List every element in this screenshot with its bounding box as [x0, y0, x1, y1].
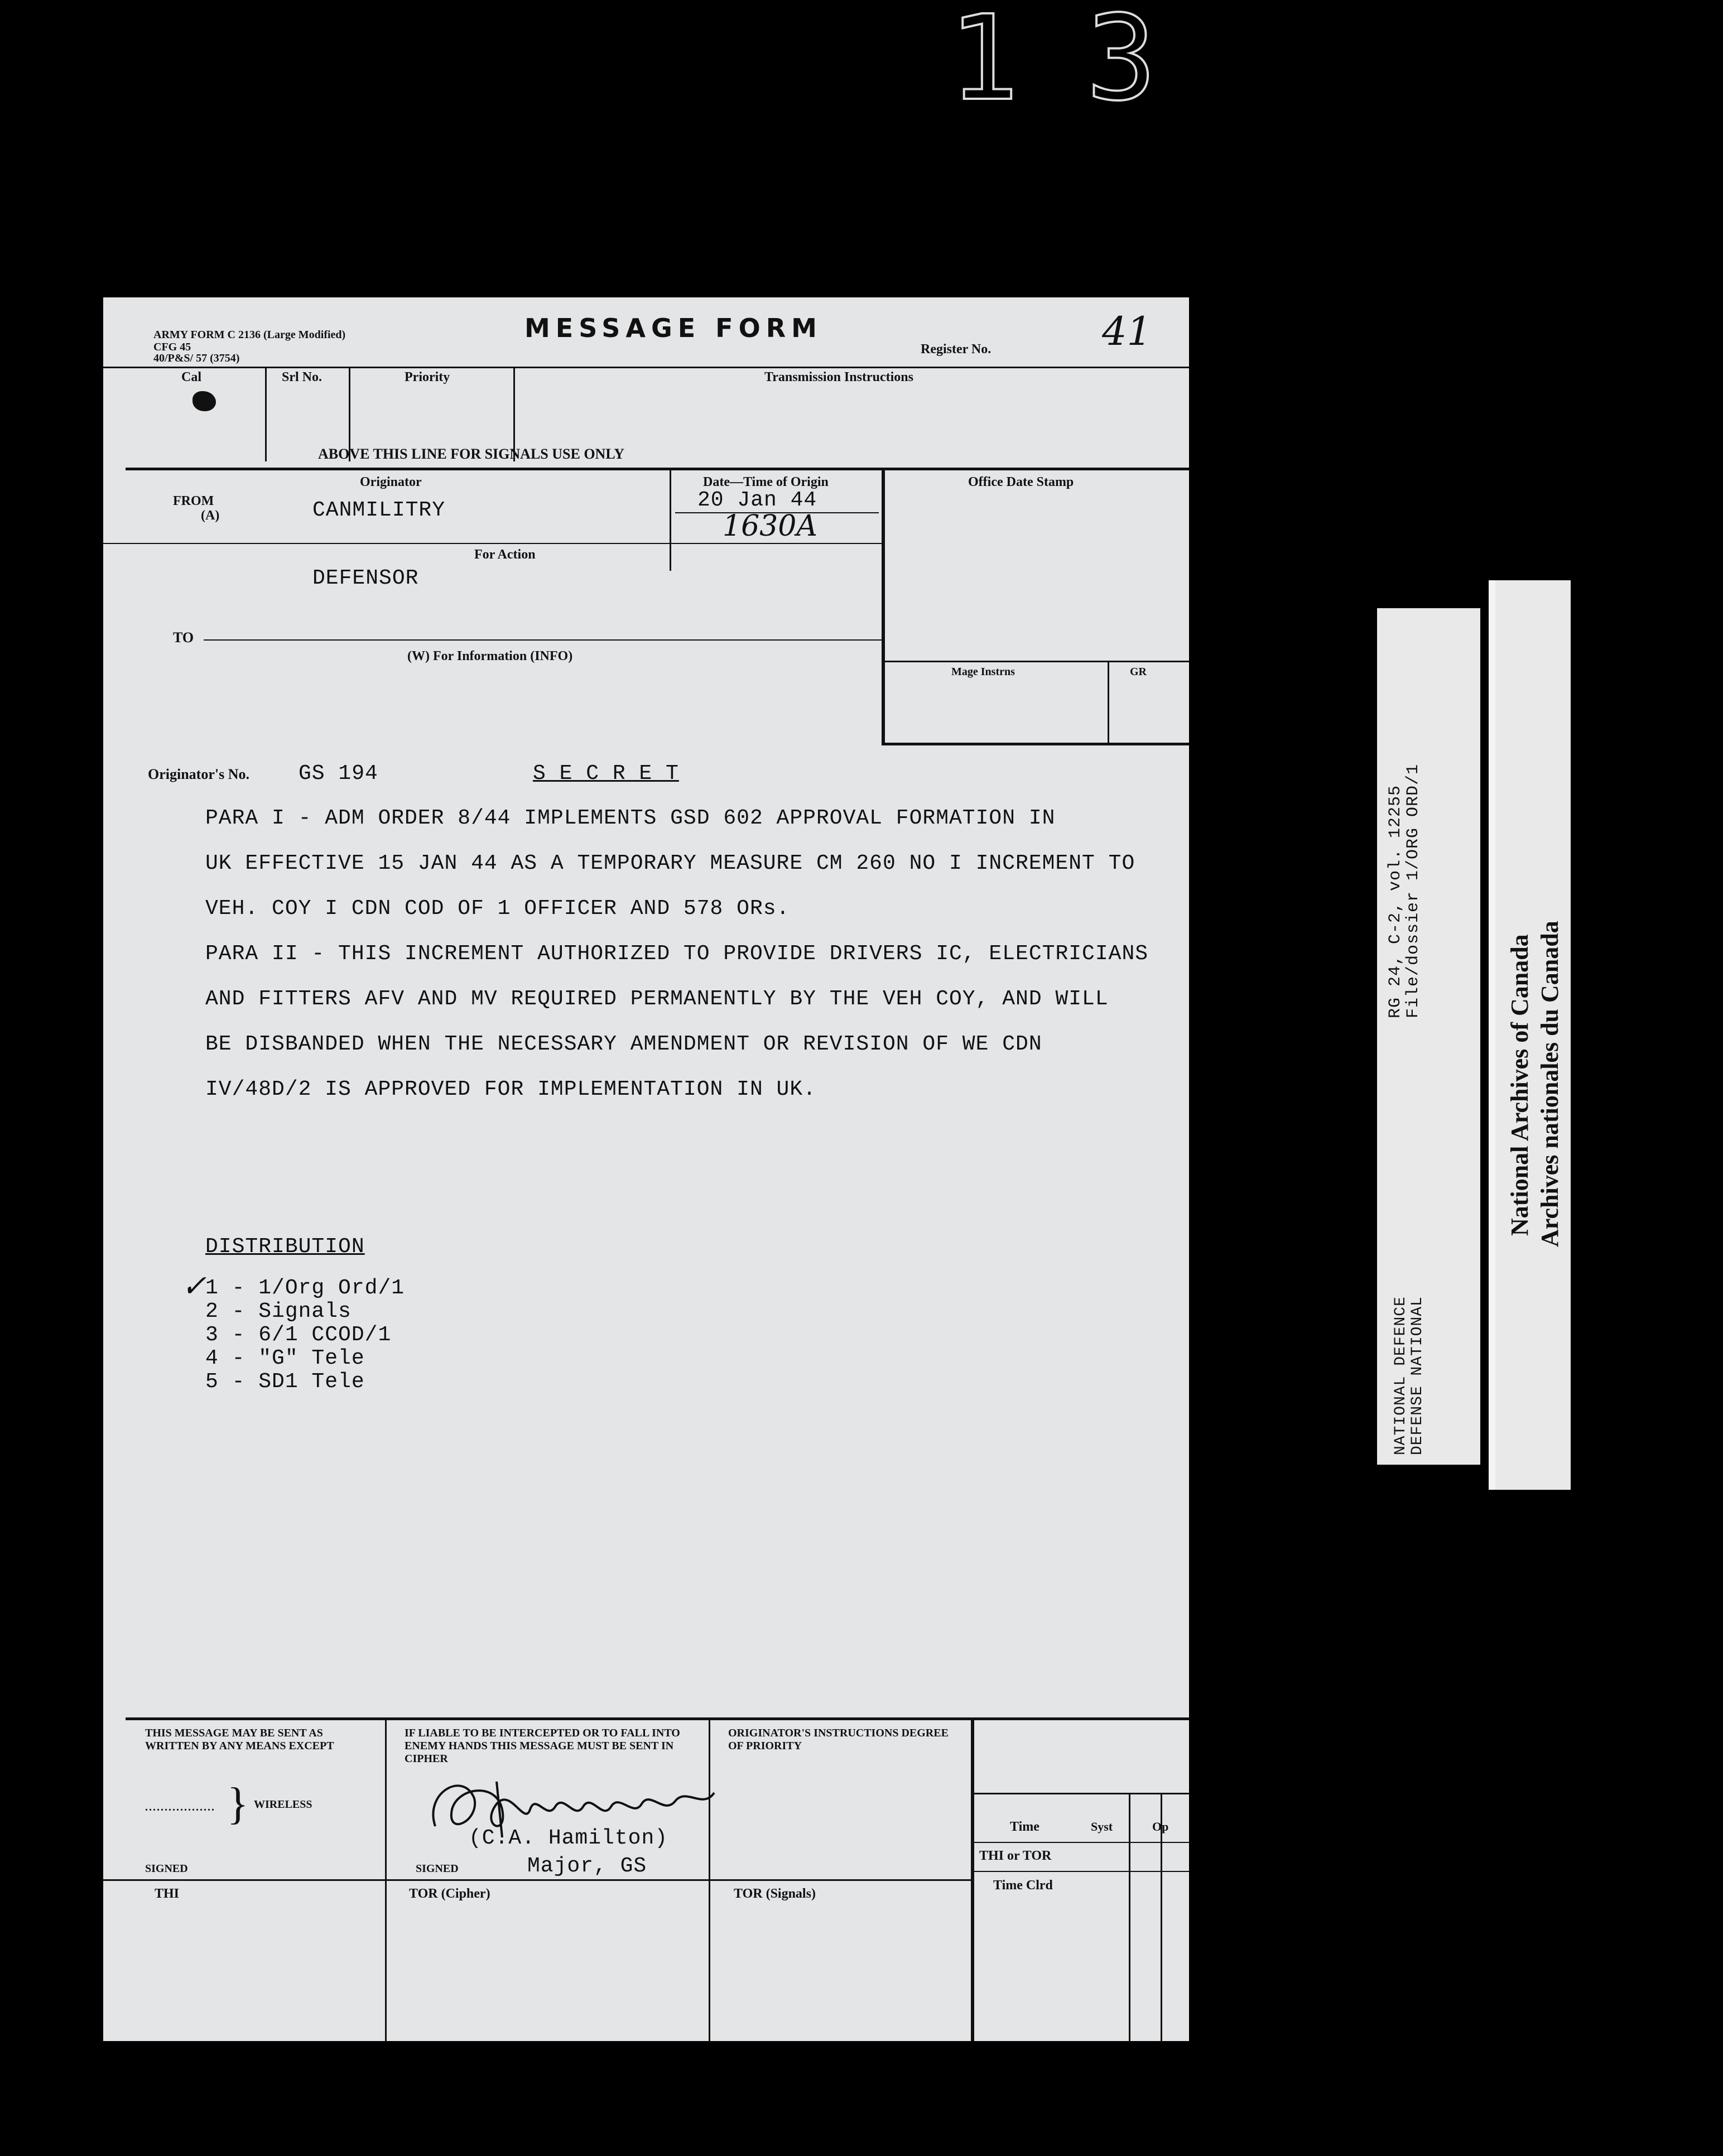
col-transmission: Transmission Instructions: [764, 370, 913, 384]
signature-name: (C.A. Hamilton): [469, 1826, 668, 1850]
message-line-2: UK EFFECTIVE 15 JAN 44 AS A TEMPORARY MEASURE CM 260 NO I INCREMENT TO: [205, 851, 1135, 875]
syst-header: Syst: [1091, 1820, 1113, 1833]
originators-no-value: GS 194: [299, 762, 378, 786]
time-clrd: Time Clrd: [993, 1878, 1053, 1893]
distribution-item: 3 - 6/1 CCOD/1: [205, 1323, 392, 1347]
archives-en: National Archives of Canada: [1506, 934, 1533, 1236]
message-line-3: VEH. COY I CDN COD OF 1 OFFICER AND 578 ORs.: [205, 897, 790, 921]
col-srl: Srl No.: [282, 370, 322, 384]
message-line-1: PARA I - ADM ORDER 8/44 IMPLEMENTS GSD 602 APPROVAL FORMATION IN: [205, 806, 1056, 830]
distribution-item: 5 - SD1 Tele: [205, 1370, 365, 1394]
wireless-label: WIRELESS: [254, 1798, 312, 1811]
originators-instructions: ORIGINATOR'S INSTRUCTIONS DEGREE OF PRIORITY: [728, 1727, 949, 1752]
col-priority: Priority: [405, 370, 450, 384]
originator-value: CANMILITRY: [312, 498, 446, 522]
distribution-item: 1 - 1/Org Ord/1: [205, 1276, 405, 1300]
message-line-6: BE DISBANDED WHEN THE NECESSARY AMENDMENT OR REVISION OF WE CDN: [205, 1032, 1042, 1056]
dotted-line: ..................: [145, 1801, 215, 1813]
may-be-sent: THIS MESSAGE MAY BE SENT AS WRITTEN BY ANY MEANS EXCEPT: [145, 1727, 334, 1752]
tor-cipher-label: TOR (Cipher): [409, 1887, 490, 1901]
for-action-label: For Action: [474, 547, 536, 562]
date-value: 20 Jan 44: [697, 488, 817, 512]
for-info-label: (W) For Information (INFO): [407, 649, 573, 663]
message-line-5: AND FITTERS AFV AND MV REQUIRED PERMANENTLY BY THE VEH COY, AND WILL: [205, 987, 1109, 1011]
signed-label: SIGNED: [416, 1863, 459, 1875]
ink-blot: [192, 391, 216, 411]
for-action-value: DEFENSOR: [312, 566, 419, 590]
from-label: FROM: [173, 494, 214, 508]
register-handwritten: 41: [1102, 309, 1152, 354]
gr-label: GR: [1130, 666, 1147, 678]
register-label: Register No.: [921, 342, 992, 357]
frame-number: 13: [949, 0, 1224, 127]
defense-nationale: DEFENSE NATIONAL: [1409, 1296, 1426, 1455]
archives-canada-label: [1489, 580, 1571, 1490]
brace-icon: }: [227, 1779, 249, 1828]
message-form-sheet: [103, 297, 1189, 2041]
date-time-label: Date—Time of Origin: [703, 475, 829, 489]
archives-fr: Archives nationales du Canada: [1536, 921, 1563, 1247]
tor-signals-label: TOR (Signals): [734, 1887, 816, 1901]
message-line-4: PARA II - THIS INCREMENT AUTHORIZED TO PROVIDE DRIVERS IC, ELECTRICIANS: [205, 942, 1149, 966]
to-label: TO: [173, 629, 194, 646]
op-header: Op: [1152, 1820, 1169, 1833]
col-call: Cal: [181, 370, 201, 384]
time-header: Time: [1010, 1820, 1039, 1834]
archive-reference-label: [1377, 608, 1480, 1465]
thi-label: THI: [155, 1887, 180, 1901]
check-mark-icon: ✓: [181, 1268, 207, 1303]
classification: S E C R E T: [533, 762, 679, 786]
signals-use-line: ABOVE THIS LINE FOR SIGNALS USE ONLY: [318, 446, 625, 462]
archive-reference: RG 24, C-2, vol. 12255: [1386, 785, 1405, 1018]
time-value-handwritten: 1630A: [723, 509, 817, 543]
distribution-heading: DISTRIBUTION: [205, 1235, 365, 1259]
distribution-item: 4 - "G" Tele: [205, 1346, 365, 1370]
message-line-7: IV/48D/2 IS APPROVED FOR IMPLEMENTATION IN UK.: [205, 1077, 816, 1101]
office-date-stamp: Office Date Stamp: [968, 475, 1074, 489]
archive-file: File/dossier 1/ORG ORD/1: [1404, 763, 1423, 1018]
form-title: MESSAGE FORM: [524, 313, 822, 343]
distribution-item: 2 - Signals: [205, 1300, 352, 1324]
form-id-line3: 40/P&S/ 57 (3754): [153, 352, 240, 364]
signature-rank: Major, GS: [527, 1854, 647, 1878]
from-sub: (A): [201, 508, 220, 523]
originator-label: Originator: [360, 475, 422, 489]
mage-instrns: Mage Instrns: [951, 666, 1015, 678]
form-id-line2: CFG 45: [153, 341, 191, 353]
if-liable: IF LIABLE TO BE INTERCEPTED OR TO FALL INTO ENEMY HANDS THIS MESSAGE MUST BE SENT IN CIPHER: [405, 1727, 680, 1765]
form-id-line1: ARMY FORM C 2136 (Large Modified): [153, 329, 346, 341]
originators-no-label: Originator's No.: [148, 766, 249, 782]
thi-or-tor: THI or TOR: [979, 1849, 1052, 1863]
national-defence: NATIONAL DEFENCE: [1392, 1296, 1409, 1455]
signed-label-left: SIGNED: [145, 1863, 188, 1875]
